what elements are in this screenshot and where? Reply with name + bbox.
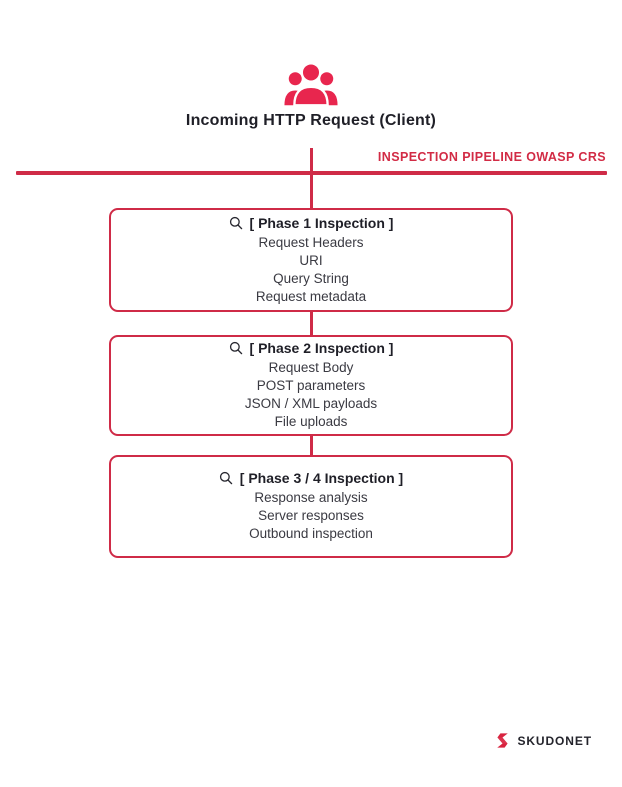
search-icon bbox=[219, 471, 233, 485]
skudonet-logo-icon bbox=[495, 732, 510, 749]
phase-2-item: POST parameters bbox=[256, 378, 366, 393]
phase-1-item: URI bbox=[299, 252, 323, 268]
phase-3-4-item: Outbound inspection bbox=[249, 526, 373, 541]
skudonet-logo bbox=[495, 732, 592, 749]
phase-2-item: JSON / XML payloads bbox=[244, 396, 378, 411]
phase-1-box bbox=[109, 208, 513, 312]
phase-3-4-title: [ Phase 3 / 4 Inspection ] bbox=[239, 470, 404, 486]
phase-3-4-box bbox=[109, 455, 513, 558]
phase-1-title-row bbox=[229, 215, 394, 231]
pipeline-label: INSPECTION PIPELINE OWASP CRS bbox=[377, 150, 606, 164]
skudonet-brand-name: SKUDONET bbox=[517, 733, 592, 748]
phase-2-title: [ Phase 2 Inspection ] bbox=[249, 340, 394, 356]
phase-1-item: Request metadata bbox=[255, 288, 367, 304]
phase-2-item: Request Body bbox=[268, 360, 354, 375]
phase-1-item: Query String bbox=[273, 270, 349, 286]
phase-1-title: [ Phase 1 Inspection ] bbox=[249, 214, 394, 231]
phase-1-item: Request Headers bbox=[258, 234, 364, 250]
search-icon bbox=[229, 216, 243, 230]
phase-2-title-row bbox=[229, 340, 394, 356]
phase-2-item: File uploads bbox=[274, 414, 348, 429]
phase-3-4-title-row bbox=[219, 470, 403, 486]
people-group-icon bbox=[284, 62, 338, 109]
phase-2-box bbox=[109, 335, 513, 436]
search-icon bbox=[229, 341, 243, 355]
phase-3-4-item: Server responses bbox=[258, 508, 364, 523]
client-request-title: Incoming HTTP Request (Client) bbox=[185, 112, 437, 129]
phase-3-4-item: Response analysis bbox=[254, 490, 368, 505]
